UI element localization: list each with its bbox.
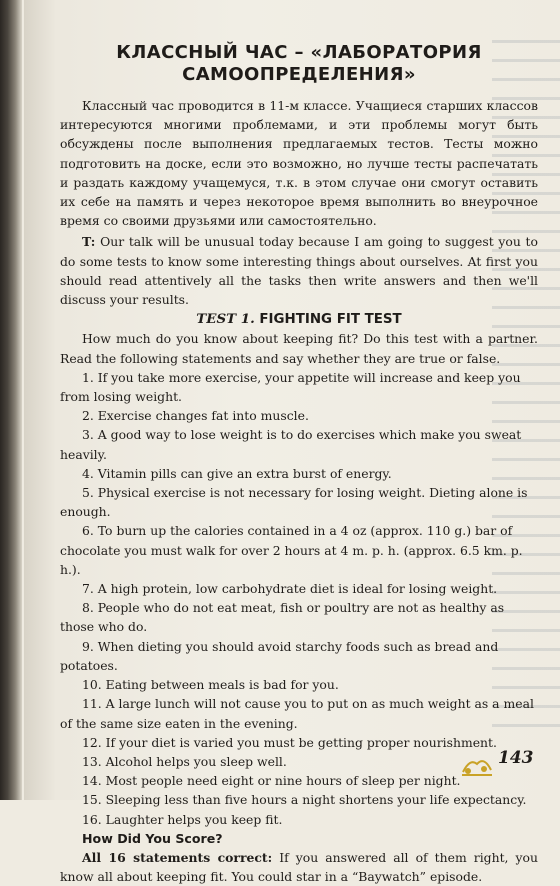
statement-item: 6. To burn up the calories contained in a 4 oz (approx. 110 g.) bar of chocolate you must walk for over 2 hours at 4 m. p. h. (approx. 6.5 km. p. h.). <box>60 523 523 577</box>
statement-item: 4. Vitamin pills can give an extra burst of energy. <box>82 465 392 481</box>
score-heading: How Did You Score? <box>82 830 223 846</box>
statement-item: 10. Eating between meals is bad for you. <box>82 677 339 693</box>
page-number: 143 <box>498 748 534 768</box>
teacher-paragraph <box>60 232 538 309</box>
test-instructions: How much do you know about keeping fit? Do this test with a partner. Read the following statements and say whether they are true or false. <box>60 331 538 366</box>
test-heading <box>60 310 538 329</box>
book-spine-shadow <box>0 0 22 800</box>
publisher-stamp-icon <box>460 752 494 778</box>
statement-item: 9. When dieting you should avoid starchy foods such as bread and potatoes. <box>60 638 499 673</box>
statement-item: 16. Laughter helps you keep fit. <box>82 811 283 827</box>
score-label: All 16 statements correct: <box>82 849 273 865</box>
statement-item: 14. Most people need eight or nine hours of sleep per night. <box>82 773 461 789</box>
book-page <box>24 0 560 885</box>
statement-item: 1. If you take more exercise, your appetite will increase and keep you from losing weight. <box>60 369 521 405</box>
section-title: КЛАССНЫЙ ЧАС – «ЛАБОРАТОРИЯ САМООПРЕДЕЛЕНИЯ» <box>116 42 482 85</box>
statement-item: 3. A good way to lose weight is to do exercises which make you sweat heavily. <box>60 427 522 462</box>
statement-item: 13. Alcohol helps you sleep well. <box>82 753 287 769</box>
score-paragraph <box>60 848 538 886</box>
test-name: FIGHTING FIT TEST <box>259 312 402 328</box>
statement-item: 12. If your diet is varied you must be getting proper nourishment. <box>82 734 497 750</box>
intro-paragraph-ru: Классный час проводится в 11-м классе. Учащиеся старших классов интересуются многими проблемами, и эти проблемы могут быть обсуждены после выполнения предлагаемых тестов. Тесты можно подготовить на доске, если это возможно, но лучше тесты распечатать и раздать каждому учащемуся, т.к. в этом случае они смогут оставить их себе на память и через некоторое время выполнить во внеурочное время со своими друзьями или самостоятельно. <box>60 98 538 229</box>
statement-item: 11. A large lunch will not cause you to put on as much weight as a meal of the same size eaten in the evening. <box>60 696 534 731</box>
score-text: If you answered all of them right, you know all about keeping fit. You could star in a “Baywatch” episode. <box>60 849 538 885</box>
teacher-label: T: <box>82 234 96 250</box>
teacher-text: Our talk will be unusual today because I am going to suggest you to do some tests to know some interesting things about ourselves. At first you should read attentively all the tasks then write answers and then we'll discuss your results. <box>60 234 538 308</box>
statement-item: 7. A high protein, low carbohydrate diet is ideal for losing weight. <box>82 581 498 597</box>
test-number: TEST 1. <box>196 311 255 328</box>
statement-item: 15. Sleeping less than five hours a night shortens your life expectancy. <box>82 792 527 808</box>
statement-item: 5. Physical exercise is not necessary for losing weight. Dieting alone is enough. <box>60 485 528 520</box>
statement-item: 2. Exercise changes fat into muscle. <box>82 408 309 424</box>
statement-item: 8. People who do not eat meat, fish or poultry are not as healthy as those who do. <box>60 600 505 635</box>
